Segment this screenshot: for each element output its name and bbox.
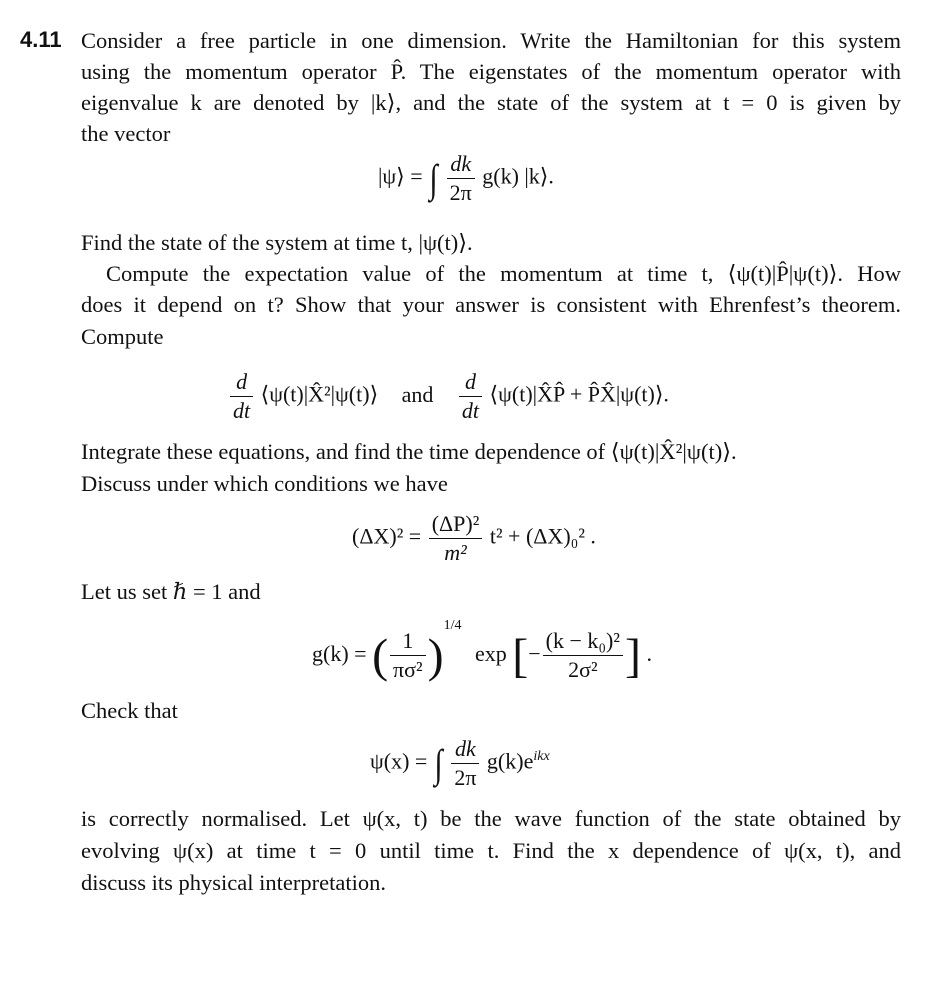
right-bracket: ]: [624, 629, 641, 683]
eq4-power: 1/4: [443, 618, 462, 633]
eq5-numerator: dk: [454, 736, 476, 761]
eq2-d-1: d: [236, 369, 248, 394]
text-line-2: using the momentum operator P̂. The eigenstates of the momentum operator with: [81, 59, 901, 84]
left-bracket: [: [512, 629, 529, 683]
eq5-fraction: [451, 735, 479, 792]
left-paren: (: [372, 629, 389, 683]
eq1-numerator: dk: [450, 151, 472, 176]
eq1-fraction: [447, 150, 475, 207]
eq2-fraction-2: [459, 368, 482, 425]
minus-sign: −: [528, 641, 541, 666]
problem-number: 4.11: [20, 27, 62, 52]
text-line-3: eigenvalue k are denoted by |k⟩, and the state of the system at t = 0 is given by: [81, 90, 901, 115]
text-line-9: Integrate these equations, and find the time dependence of ⟨ψ(t)|X̂²|ψ(t)⟩.: [81, 439, 737, 464]
eq2-expectation-x2: ⟨ψ(t)|X̂²|ψ(t)⟩: [260, 381, 379, 407]
eq2-expectation-xp: ⟨ψ(t)|X̂P̂ + P̂X̂|ψ(t)⟩.: [489, 381, 669, 407]
text-line-11: Let us set ℏ = 1 and: [81, 579, 261, 604]
eq4-end: .: [646, 641, 652, 666]
eq2-dt-2: dt: [459, 396, 482, 425]
eq1-denominator: 2π: [447, 178, 475, 207]
equation-wavefunction: [370, 735, 550, 792]
eq2-and: and: [401, 381, 434, 407]
eq2-fraction-1: [230, 368, 253, 425]
equation-derivatives: [228, 368, 669, 425]
equation-state-vector: [378, 150, 554, 207]
integral-sign-2: ∫: [434, 741, 443, 786]
text-line-6: Compute the expectation value of the momentum at time t, ⟨ψ(t)|P̂|ψ(t)⟩. How: [106, 261, 901, 286]
eq3-numerator: (ΔP)²: [431, 511, 480, 536]
eq1-left: |ψ⟩ =: [378, 163, 423, 189]
text-line-4: the vector: [81, 121, 171, 146]
eq5-left: ψ(x) =: [370, 748, 428, 774]
text-line-5: Find the state of the system at time t, |ψ(t)⟩.: [81, 230, 473, 255]
eq4-fraction-1: [390, 627, 426, 684]
eq3-fraction: [429, 510, 483, 567]
eq4-left: g(k) =: [312, 641, 367, 666]
eq2-d-2: d: [464, 369, 476, 394]
eq5-right: g(k)e: [486, 748, 534, 774]
text-line-14: evolving ψ(x) at time t = 0 until time t. Find the x dependence of ψ(x, t), and: [81, 838, 901, 863]
right-paren: ): [427, 629, 444, 683]
eq4-exp: exp: [474, 641, 507, 666]
eq4-numerator-2: (k − k₀)²: [545, 628, 620, 654]
eq4-denominator-2: 2σ²: [543, 655, 623, 684]
text-line-1: Consider a free particle in one dimension. Write the Hamiltonian for this system: [81, 28, 901, 53]
text-line-15: discuss its physical interpretation.: [81, 870, 386, 895]
eq5-exponent: ikx: [533, 749, 550, 765]
equation-gaussian: [312, 618, 652, 684]
eq4-denominator: πσ²: [390, 655, 426, 684]
equation-spread: [352, 510, 596, 567]
text-line-10: Discuss under which conditions we have: [81, 471, 448, 496]
text-line-12: Check that: [81, 698, 178, 723]
eq2-dt-1: dt: [230, 396, 253, 425]
eq1-right: g(k) |k⟩.: [482, 163, 554, 189]
eq3-left: (ΔX)² =: [352, 523, 422, 549]
eq5-denominator: 2π: [451, 763, 479, 792]
eq3-right: t² + (ΔX)₀² .: [489, 523, 596, 549]
eq3-denominator: m²: [429, 538, 483, 567]
eq4-fraction-2: [543, 627, 623, 684]
text-line-7: does it depend on t? Show that your answer is consistent with Ehrenfest’s theorem.: [81, 292, 901, 317]
text-line-8: Compute: [81, 324, 164, 349]
text-line-13: is correctly normalised. Let ψ(x, t) be the wave function of the state obtained by: [81, 806, 901, 831]
integral-sign: ∫: [429, 156, 438, 201]
eq4-numerator: 1: [402, 628, 414, 654]
